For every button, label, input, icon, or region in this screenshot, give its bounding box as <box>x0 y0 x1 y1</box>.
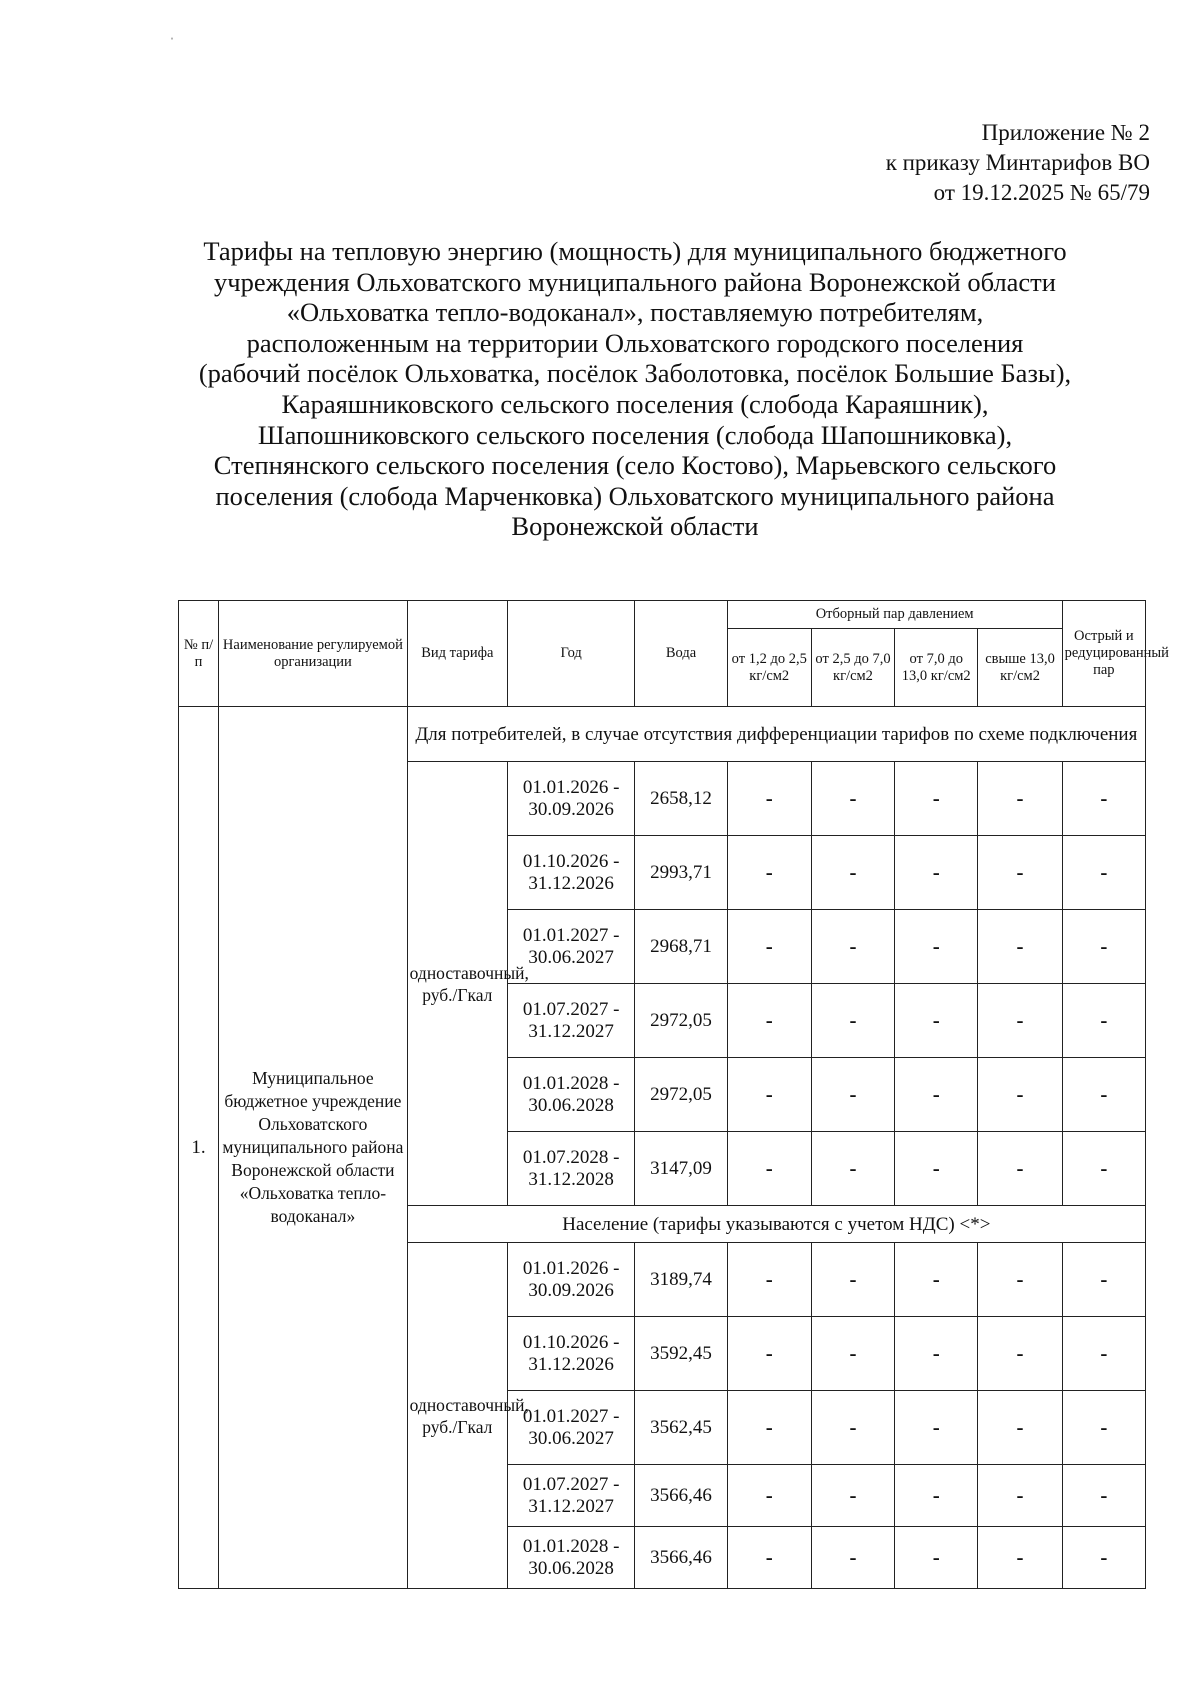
p4-value: - <box>978 984 1062 1058</box>
p4-value: - <box>978 836 1062 910</box>
p1-value: - <box>727 910 811 984</box>
p4-value: - <box>978 1527 1062 1589</box>
p4-value: - <box>978 910 1062 984</box>
p3-value: - <box>895 1465 978 1527</box>
period-cell: 01.01.2026 - 30.09.2026 <box>507 762 634 836</box>
period-cell: 01.07.2027 - 31.12.2027 <box>507 1465 634 1527</box>
water-value: 3566,46 <box>635 1465 727 1527</box>
org-name: Муниципальное бюджетное учреждение Ольховатского муниципального района Воронежской области «Ольховатка тепло-водоканал» <box>219 707 408 1589</box>
water-value: 2972,05 <box>635 1058 727 1132</box>
p2-value: - <box>811 1058 894 1132</box>
header-org: Наименование регулируемой организации <box>219 601 408 707</box>
title-line: поселения (слобода Марченковка) Ольховатского муниципального района <box>215 480 1055 511</box>
sharp-value: - <box>1062 1465 1145 1527</box>
water-value: 3592,45 <box>635 1317 727 1391</box>
sharp-value: - <box>1062 1243 1145 1317</box>
period-cell: 01.10.2026 - 31.12.2026 <box>507 836 634 910</box>
p3-value: - <box>895 762 978 836</box>
row-number: 1. <box>179 707 219 1589</box>
water-value: 3189,74 <box>635 1243 727 1317</box>
water-value: 2972,05 <box>635 984 727 1058</box>
p4-value: - <box>978 1058 1062 1132</box>
p2-value: - <box>811 984 894 1058</box>
title-line: Степнянского сельского поселения (село Костово), Марьевского сельского <box>213 450 1057 481</box>
p4-value: - <box>978 1391 1062 1465</box>
p1-value: - <box>727 1132 811 1206</box>
title-line: Караяшниковского сельского поселения (слобода Караяшник), <box>281 388 989 419</box>
header-p1: от 1,2 до 2,5 кг/см2 <box>727 629 811 707</box>
period-cell: 01.01.2026 - 30.09.2026 <box>507 1243 634 1317</box>
section-title: Для потребителей, в случае отсутствия дифференциации тарифов по схеме подключения <box>407 707 1145 762</box>
annex-line: от 19.12.2025 № 65/79 <box>933 180 1150 205</box>
sharp-value: - <box>1062 1391 1145 1465</box>
water-value: 3147,09 <box>635 1132 727 1206</box>
header-p3: от 7,0 до 13,0 кг/см2 <box>895 629 978 707</box>
p3-value: - <box>895 1391 978 1465</box>
p4-value: - <box>978 762 1062 836</box>
tariff-type: одноставочный, руб./Гкал <box>407 1243 507 1589</box>
sharp-value: - <box>1062 1132 1145 1206</box>
title-line: Тарифы на тепловую энергию (мощность) для муниципального бюджетного <box>203 236 1067 266</box>
p3-value: - <box>895 1132 978 1206</box>
p2-value: - <box>811 1243 894 1317</box>
p3-value: - <box>895 984 978 1058</box>
p2-value: - <box>811 1317 894 1391</box>
sharp-value: - <box>1062 1058 1145 1132</box>
period-cell: 01.01.2028 - 30.06.2028 <box>507 1527 634 1589</box>
p3-value: - <box>895 1317 978 1391</box>
p1-value: - <box>727 836 811 910</box>
title-line: расположенным на территории Ольховатского городского поселения <box>246 327 1024 358</box>
period-cell: 01.07.2028 - 31.12.2028 <box>507 1132 634 1206</box>
p3-value: - <box>895 1243 978 1317</box>
p3-value: - <box>895 836 978 910</box>
p2-value: - <box>811 1527 894 1589</box>
title-line: «Ольховатка тепло-водоканал», поставляемую потребителям, <box>286 297 984 328</box>
header-sharp: Острый и редуцированный пар <box>1062 601 1145 707</box>
water-value: 2658,12 <box>635 762 727 836</box>
title-line: Воронежской области <box>511 511 759 542</box>
p3-value: - <box>895 1058 978 1132</box>
annex-block <box>886 118 1150 208</box>
water-value: 2993,71 <box>635 836 727 910</box>
p4-value: - <box>978 1243 1062 1317</box>
p2-value: - <box>811 910 894 984</box>
header-steam-group: Отборный пар давлением <box>727 601 1062 629</box>
p1-value: - <box>727 1391 811 1465</box>
sharp-value: - <box>1062 1527 1145 1589</box>
p4-value: - <box>978 1465 1062 1527</box>
sharp-value: - <box>1062 762 1145 836</box>
p1-value: - <box>727 984 811 1058</box>
document-title <box>140 236 1130 542</box>
p1-value: - <box>727 1527 811 1589</box>
header-num: № п/п <box>179 601 219 707</box>
title-line: учреждения Ольховатского муниципального района Воронежской области <box>214 266 1056 297</box>
p1-value: - <box>727 1465 811 1527</box>
p1-value: - <box>727 1058 811 1132</box>
water-value: 3562,45 <box>635 1391 727 1465</box>
p4-value: - <box>978 1317 1062 1391</box>
p1-value: - <box>727 1243 811 1317</box>
annex-line: Приложение № 2 <box>981 120 1150 145</box>
water-value: 2968,71 <box>635 910 727 984</box>
section-title: Население (тарифы указываются с учетом НДС) <*> <box>407 1206 1145 1243</box>
header-vid: Вид тарифа <box>407 601 507 707</box>
header-p4: свыше 13,0 кг/см2 <box>978 629 1062 707</box>
annex-line: к приказу Минтарифов ВО <box>885 150 1150 175</box>
p1-value: - <box>727 1317 811 1391</box>
period-cell: 01.07.2027 - 31.12.2027 <box>507 984 634 1058</box>
period-cell: 01.01.2028 - 30.06.2028 <box>507 1058 634 1132</box>
p3-value: - <box>895 910 978 984</box>
p2-value: - <box>811 836 894 910</box>
sharp-value: - <box>1062 984 1145 1058</box>
period-cell: 01.01.2027 - 30.06.2027 <box>507 910 634 984</box>
tariff-table <box>178 600 1169 1589</box>
header-p2: от 2,5 до 7,0 кг/см2 <box>811 629 894 707</box>
title-line: Шапошниковского сельского поселения (слобода Шапошниковка), <box>257 419 1013 450</box>
p2-value: - <box>811 1465 894 1527</box>
p2-value: - <box>811 762 894 836</box>
sharp-value: - <box>1062 1317 1145 1391</box>
p2-value: - <box>811 1391 894 1465</box>
water-value: 3566,46 <box>635 1527 727 1589</box>
p3-value: - <box>895 1527 978 1589</box>
period-cell: 01.10.2026 - 31.12.2026 <box>507 1317 634 1391</box>
period-cell: 01.01.2027 - 30.06.2027 <box>507 1391 634 1465</box>
p1-value: - <box>727 762 811 836</box>
sharp-value: - <box>1062 910 1145 984</box>
tariff-type: одноставочный, руб./Гкал <box>407 762 507 1206</box>
sharp-value: - <box>1062 836 1145 910</box>
header-water: Вода <box>635 601 727 707</box>
header-year: Год <box>507 601 634 707</box>
p4-value: - <box>978 1132 1062 1206</box>
title-line: (рабочий посёлок Ольховатка, посёлок Заболотовка, посёлок Большие Базы), <box>198 358 1072 389</box>
p2-value: - <box>811 1132 894 1206</box>
